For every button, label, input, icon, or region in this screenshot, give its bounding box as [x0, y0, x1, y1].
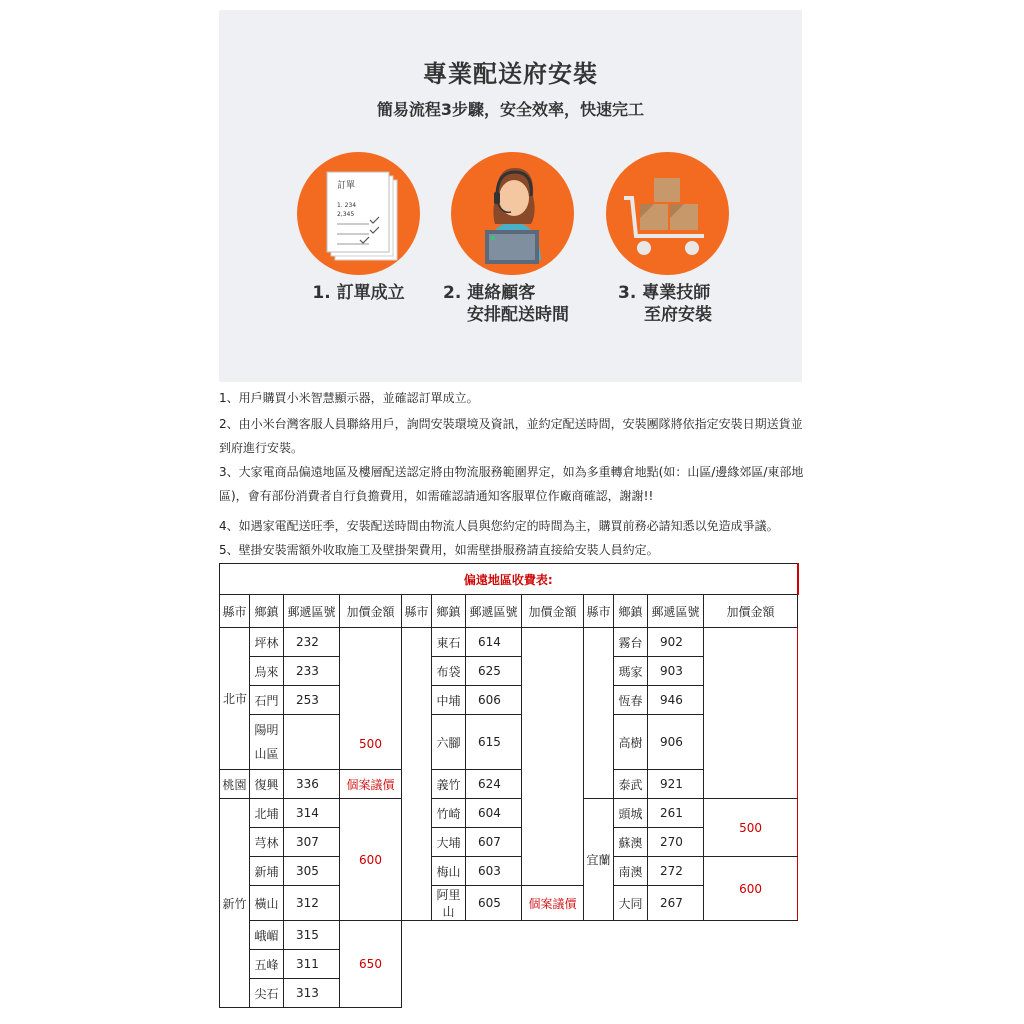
town-cell: 峨嵋: [250, 921, 284, 950]
order-document-icon: [297, 152, 420, 275]
zip-cell: 921: [648, 770, 704, 799]
header-fee: 加價金額: [522, 595, 584, 628]
zip-cell: 232: [284, 628, 340, 657]
town-cell: 芎林: [250, 828, 284, 857]
town-cell: 南澳: [614, 857, 648, 886]
fee-chiayi-empty: [522, 628, 584, 886]
county-chiayi: [402, 628, 432, 921]
zip-cell: 312: [284, 886, 340, 921]
table-header-row: [220, 595, 798, 628]
zip-cell: 946: [648, 686, 704, 715]
header-town: 鄉鎮: [250, 595, 284, 628]
zip-cell: 906: [648, 715, 704, 770]
county-hsinchu: 新竹: [220, 799, 250, 1008]
note-3: 3、大家電商品偏遠地區及樓層配送認定將由物流服務範圍界定，如為多重轉倉地點(如：山區/邊緣郊區/東部地區)，會有部份消費者自行負擔費用，如需確認請通知客服單位作廠商確認，謝謝!!: [219, 465, 804, 503]
town-cell: 瑪家: [614, 657, 648, 686]
town-cell: 陽明山區: [250, 715, 284, 770]
header-fee: 加價金額: [340, 595, 402, 628]
customer-service-agent-icon: [451, 152, 574, 275]
town-cell: 中埔: [432, 686, 466, 715]
step-2-label: [443, 282, 593, 326]
zip-cell: 314: [284, 799, 340, 828]
zip-cell: 604: [466, 799, 522, 828]
town-cell: 橫山: [250, 886, 284, 921]
town-cell: 高樹: [614, 715, 648, 770]
remote-area-fee-table: [219, 563, 799, 1008]
table-row: [220, 799, 798, 828]
town-cell: 東石: [432, 628, 466, 657]
zip-cell: 625: [466, 657, 522, 686]
town-cell: 石門: [250, 686, 284, 715]
zip-cell: 270: [648, 828, 704, 857]
town-cell: 竹崎: [432, 799, 466, 828]
header-town: 鄉鎮: [614, 595, 648, 628]
zip-cell: 267: [648, 886, 704, 921]
note-5: 5、壁掛安裝需額外收取施工及壁掛架費用，如需壁掛服務請直接給安裝人員約定。: [219, 543, 659, 557]
town-cell: 坪林: [250, 628, 284, 657]
note-4: 4、如遇家電配送旺季，安裝配送時間由物流人員與您約定的時間為主，購買前務必請知悉以免造成爭議。: [219, 519, 779, 533]
fee-hsinchu-b: 650: [340, 921, 402, 1008]
zip-cell: 313: [284, 979, 340, 1008]
county-taipei: 北市: [220, 628, 250, 770]
header-zip: 郵遞區號: [466, 595, 522, 628]
table-row: [220, 921, 798, 950]
order-card-title: 訂單: [337, 181, 356, 191]
zip-cell: 311: [284, 950, 340, 979]
fee-yilan-a: 500: [704, 799, 798, 857]
town-cell: 頭城: [614, 799, 648, 828]
town-cell: 北埔: [250, 799, 284, 828]
header-zip: 郵遞區號: [648, 595, 704, 628]
order-circle: [297, 152, 420, 275]
step-2-line1: 2. 連絡顧客: [443, 283, 536, 303]
town-cell: 六腳: [432, 715, 466, 770]
header-county: 縣市: [584, 595, 614, 628]
zip-cell: 624: [466, 770, 522, 799]
town-cell: 烏來: [250, 657, 284, 686]
zip-cell: 615: [466, 715, 522, 770]
zip-cell: 603: [466, 857, 522, 886]
fee-alishan: 個案議價: [522, 886, 584, 921]
town-cell: 五峰: [250, 950, 284, 979]
zip-cell: 305: [284, 857, 340, 886]
banner-subtitle: 簡易流程3步驟，安全效率，快速完工: [376, 100, 645, 119]
header-county: 縣市: [220, 595, 250, 628]
header-zip: 郵遞區號: [284, 595, 340, 628]
zip-cell: 605: [466, 886, 522, 921]
table-title: 偏遠地區收費表:: [220, 564, 798, 595]
zip-cell: 336: [284, 770, 340, 799]
fee-pingtung-empty: [704, 628, 798, 799]
header-fee: 加價金額: [704, 595, 798, 628]
county-taoyuan: 桃園: [220, 770, 250, 799]
fee-taipei: 500: [340, 628, 402, 770]
town-cell: 霧台: [614, 628, 648, 657]
step-1-label: [301, 282, 416, 304]
town-cell: 蘇澳: [614, 828, 648, 857]
table-row: [220, 857, 798, 886]
banner-title: 專業配送府安裝: [423, 60, 598, 88]
town-cell: 布袋: [432, 657, 466, 686]
step-3-label: [618, 282, 728, 326]
town-cell: 義竹: [432, 770, 466, 799]
county-yilan: 宜蘭: [584, 799, 614, 921]
zip-cell: 307: [284, 828, 340, 857]
header-town: 鄉鎮: [432, 595, 466, 628]
table-row: [220, 628, 798, 657]
zip-cell: 607: [466, 828, 522, 857]
order-card-line1: 1. 234: [337, 202, 357, 209]
agent-circle: [451, 152, 574, 275]
town-cell: 大同: [614, 886, 648, 921]
town-cell: 新埔: [250, 857, 284, 886]
town-cell: 泰武: [614, 770, 648, 799]
fee-hsinchu-a: 600: [340, 799, 402, 921]
header-county: 縣市: [402, 595, 432, 628]
zip-cell: 253: [284, 686, 340, 715]
zip-cell: 315: [284, 921, 340, 950]
zip-cell: 902: [648, 628, 704, 657]
step-3-line1: 3. 專業技師: [618, 283, 711, 303]
step-3-line2: 至府安裝: [644, 305, 712, 325]
zip-cell: 272: [648, 857, 704, 886]
zip-cell: [284, 715, 340, 770]
town-cell: 大埔: [432, 828, 466, 857]
empty-area: [402, 921, 798, 1008]
town-cell: 復興: [250, 770, 284, 799]
zip-cell: 614: [466, 628, 522, 657]
note-1: 1、用戶購買小米智慧顯示器，並確認訂單成立。: [219, 391, 479, 405]
order-card-line2: 2,345: [337, 211, 355, 218]
zip-cell: 606: [466, 686, 522, 715]
cart-with-boxes-icon: [606, 152, 729, 275]
zip-cell: 261: [648, 799, 704, 828]
town-cell: 阿里山: [432, 886, 466, 921]
step-1-line1: 1. 訂單成立: [312, 283, 405, 303]
town-cell: 恆春: [614, 686, 648, 715]
county-pingtung: [584, 628, 614, 799]
note-2: 2、由小米台灣客服人員聯絡用戶，詢問安裝環境及資訊，並約定配送時間，安裝團隊將依指定安裝日期送貨並到府進行安裝。: [219, 417, 803, 455]
cart-circle: [606, 152, 729, 275]
town-cell: 梅山: [432, 857, 466, 886]
fee-yilan-b: 600: [704, 857, 798, 921]
step-2-line2: 安排配送時間: [467, 305, 569, 325]
table-title-row: [220, 564, 798, 595]
town-cell: 尖石: [250, 979, 284, 1008]
install-banner: [219, 10, 802, 382]
zip-cell: 233: [284, 657, 340, 686]
fee-taoyuan: 個案議價: [340, 770, 402, 799]
zip-cell: 903: [648, 657, 704, 686]
